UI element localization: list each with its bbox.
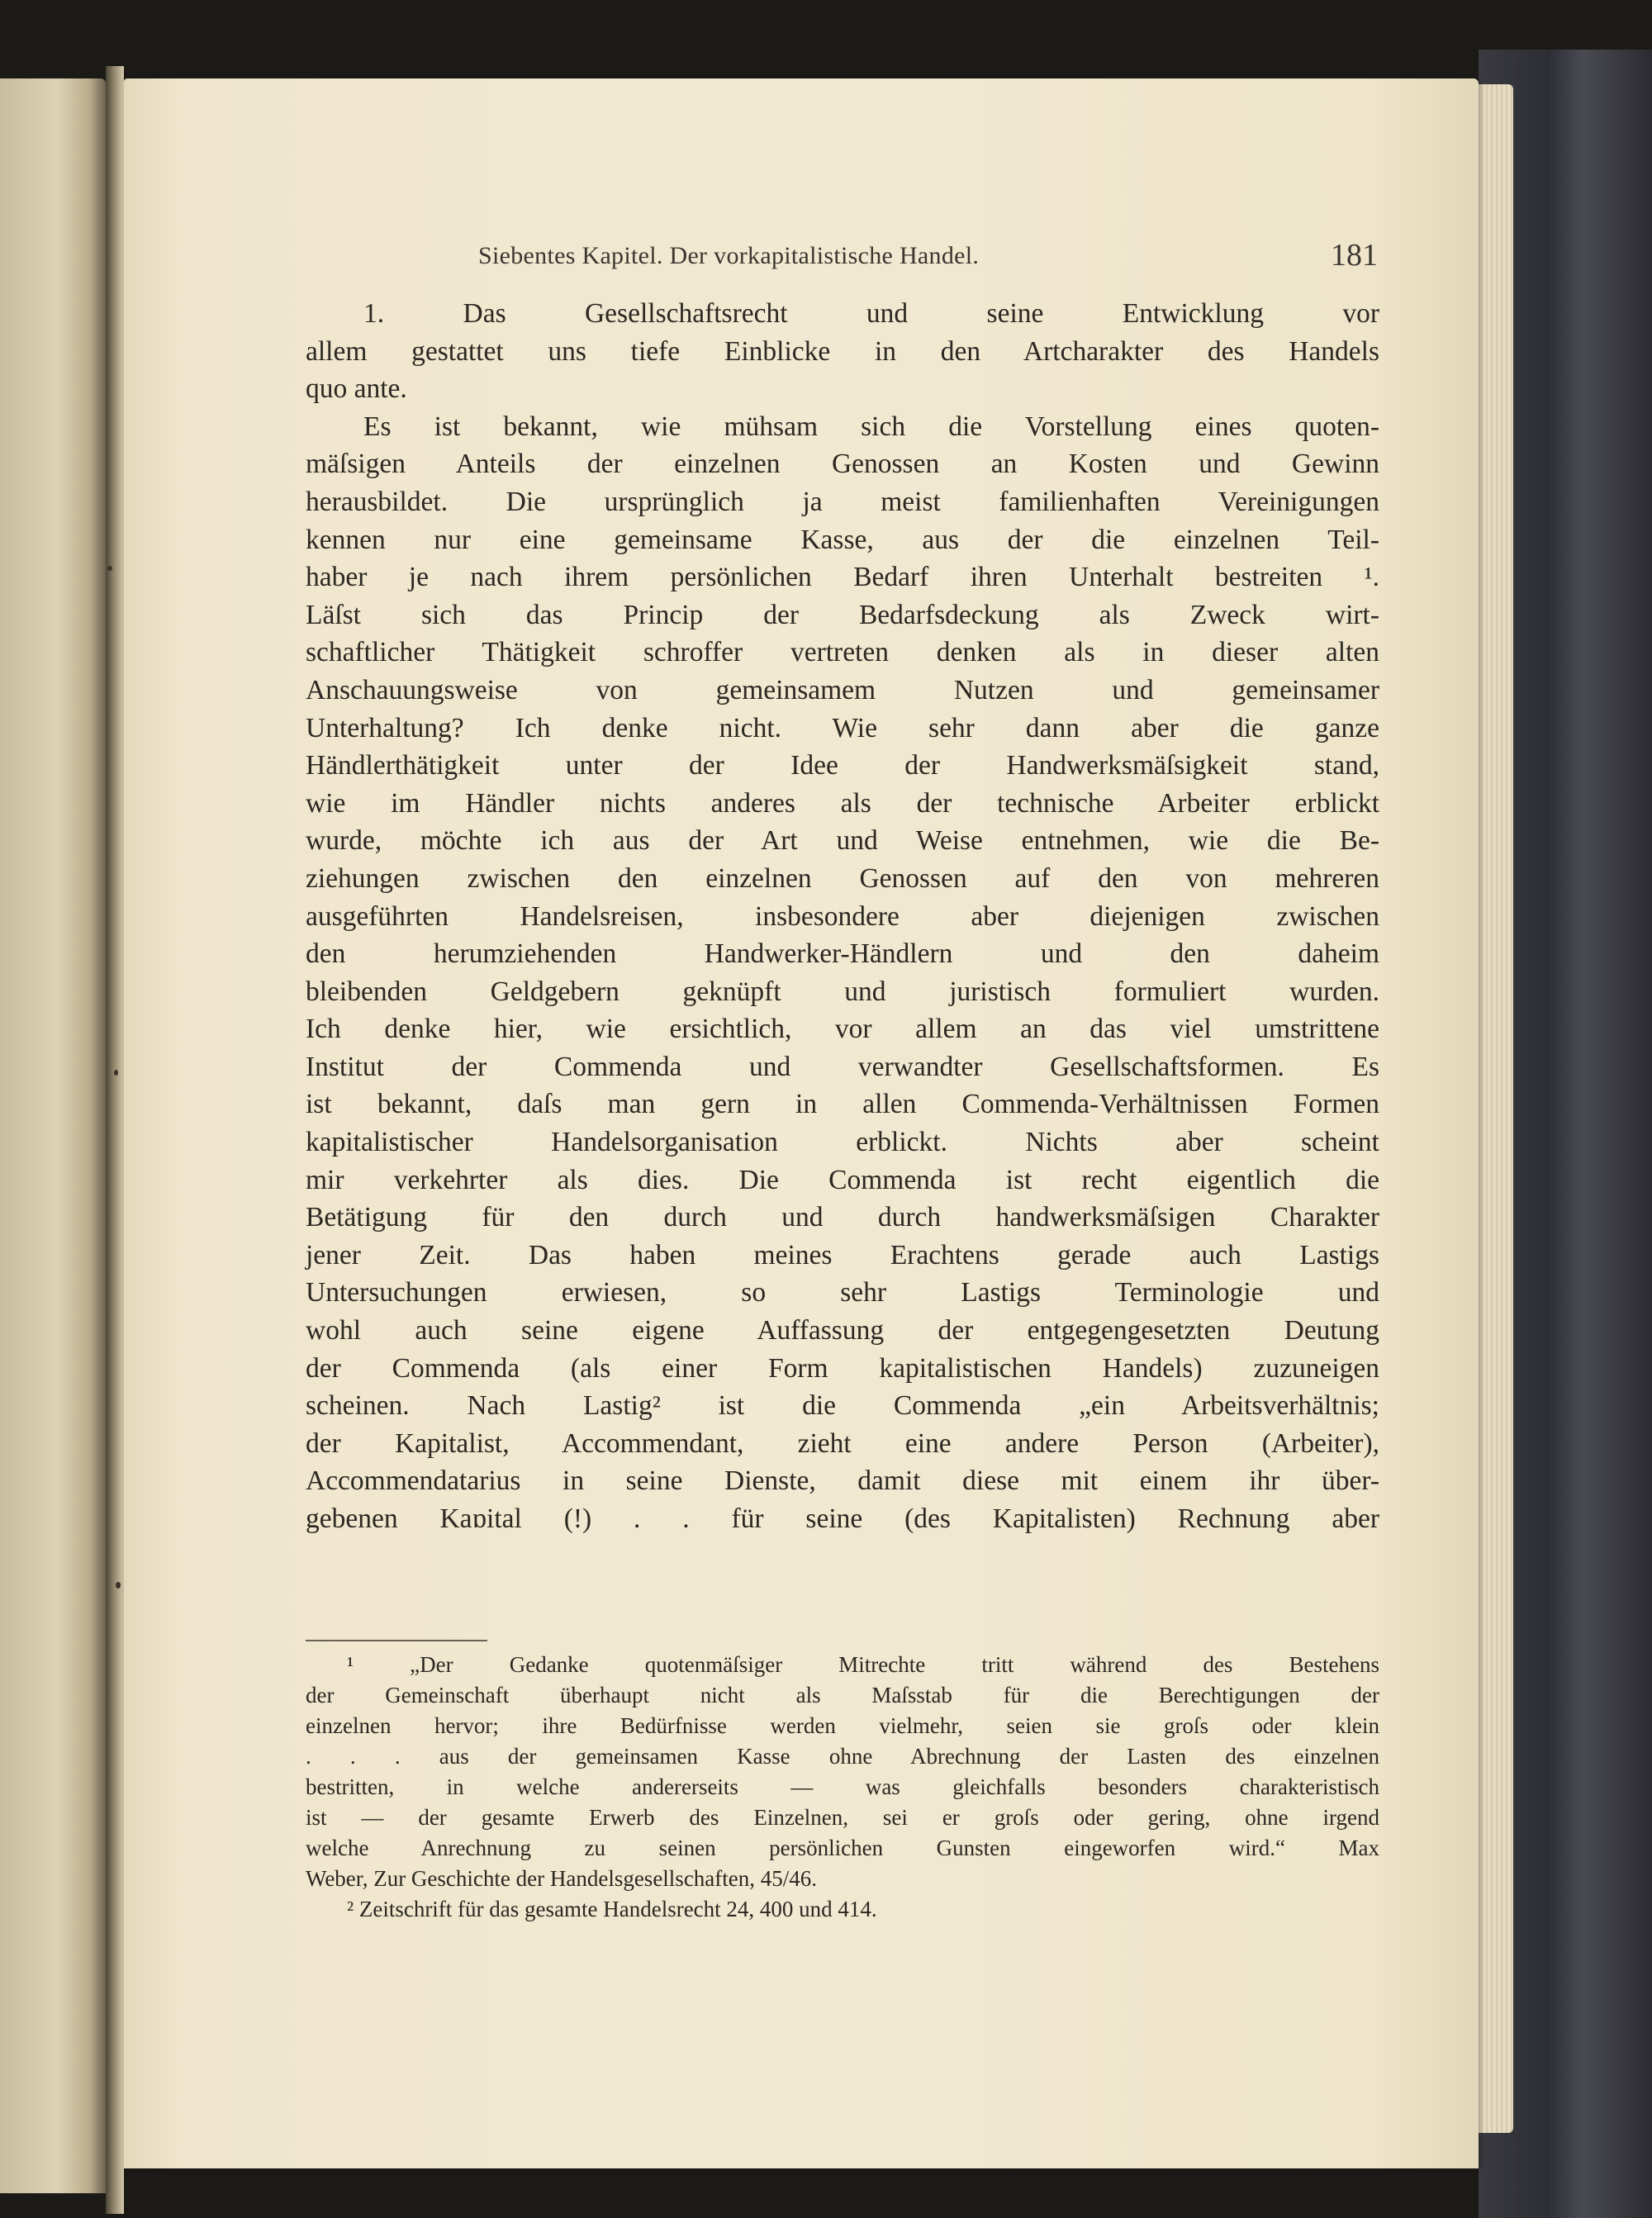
body-line: Händlerthätigkeit unter der Idee der Handwerksmäſsigkeit stand, (306, 750, 1379, 781)
body-line: mir verkehrter als dies. Die Commenda ist recht eigentlich die (306, 1164, 1379, 1195)
body-line: kapitalistischer Handelsorganisation erblickt. Nichts aber scheint (306, 1127, 1379, 1158)
body-line: Unterhaltung? Ich denke nicht. Wie sehr dann aber die ganze (306, 712, 1379, 743)
body-line: gebenen Kaɒital (!) . . für seine (des Kapitalisten) Rechnung aber (306, 1503, 1379, 1534)
body-line: allem gestattet uns tiefe Einblicke in den Artcharakter des Handels (306, 335, 1379, 367)
body-line: bleibenden Geldgebern geknüpft und juristisch formuliert wurden. (306, 976, 1379, 1007)
running-head-title: Siebentes Kapitel. Der vorkapitalistische Handel. (478, 242, 980, 269)
body-line: der Kapitalist, Accommendant, zieht eine andere Person (Arbeiter), (306, 1427, 1379, 1459)
body-line: wurde, möchte ich aus der Art und Weise entnehmen, wie die Be- (306, 825, 1379, 857)
body-line: Anschauungsweise von gemeinsamem Nutzen und gemeinsamer (306, 674, 1379, 705)
footnote-line: der Gemeinschaft überhaupt nicht als Maſsstab für die Berechtigungen der (306, 1683, 1379, 1707)
body-line: Institut der Commenda und verwandter Gesellschaftsformen. Es (306, 1051, 1379, 1082)
body-line: Ich denke hier, wie ersichtlich, vor allem an das viel umstrittene (306, 1014, 1379, 1045)
paper-speck (116, 1582, 121, 1589)
paper-speck (114, 1070, 118, 1076)
body-line: ausgeführten Handelsreisen, insbesondere aber diejenigen zwischen (306, 900, 1379, 932)
footnote-line: ² Zeitschrift für das gesamte Handelsrecht 24, 400 und 414. (347, 1897, 877, 1921)
paper-speck (107, 566, 112, 571)
book-gutter (106, 66, 124, 2214)
page-number: 181 (1331, 238, 1378, 273)
footnote-line: einzelnen hervor; ihre Bedürfnisse werden vielmehr, seien sie groſs oder klein (306, 1713, 1379, 1738)
left-page-edge (0, 78, 106, 2193)
footnote-line: . . . aus der gemeinsamen Kasse ohne Abrechnung der Lasten des einzelnen (306, 1744, 1379, 1769)
page-stack-edge (1479, 84, 1513, 2133)
footnote-line: ist — der gesamte Erwerb des Einzelnen, sei er groſs oder gering, ohne irgend (306, 1805, 1379, 1830)
book-page (124, 78, 1479, 2168)
body-line: Läſst sich das Princip der Bedarfsdeckung als Zweck wirt- (306, 599, 1379, 630)
body-line: jener Zeit. Das haben meines Erachtens gerade auch Lastigs (306, 1239, 1379, 1270)
body-line: wohl auch seine eigene Auffassung der entgegengesetzten Deutung (306, 1315, 1379, 1346)
body-line: kennen nur eine gemeinsame Kasse, aus der die einzelnen Teil- (306, 524, 1379, 555)
body-line: Accommendatarius in seine Dienste, damit diese mit einem ihr über- (306, 1465, 1379, 1497)
footnote-line: Weber, Zur Geschichte der Handelsgesellschaften, 45/46. (306, 1866, 818, 1891)
body-line: Es ist bekannt, wie mühsam sich die Vorstellung eines quoten- (363, 411, 1379, 442)
body-text (306, 295, 1379, 1538)
body-line: ziehungen zwischen den einzelnen Genossen auf den von mehreren (306, 862, 1379, 894)
body-line: 1. Das Gesellschaftsrecht und seine Entwicklung vor (363, 298, 1379, 329)
body-line: scheinen. Nach Lastig² ist die Commenda „ein Arbeitsverhältnis; (306, 1390, 1379, 1422)
body-line: quo ante. (306, 373, 407, 405)
footnote-rule (306, 1640, 487, 1641)
body-line: mäſsigen Anteils der einzelnen Genossen an Kosten und Gewinn (306, 449, 1379, 480)
body-line: Untersuchungen erwiesen, so sehr Lastigs Terminologie und (306, 1277, 1379, 1308)
footnote-line: ¹ „Der Gedanke quotenmäſsiger Mitrechte tritt während des Bestehens (347, 1652, 1379, 1677)
body-line: ist bekannt, daſs man gern in allen Commenda-Verhältnissen Formen (306, 1089, 1379, 1120)
body-line: wie im Händler nichts anderes als der technische Arbeiter erblickt (306, 787, 1379, 819)
footnotes (306, 1650, 1379, 1925)
body-line: der Commenda (als einer Form kapitalistischen Handels) zuzuneigen (306, 1352, 1379, 1384)
body-line: schaftlicher Thätigkeit schroffer vertreten denken als in dieser alten (306, 637, 1379, 668)
body-line: Betätigung für den durch und durch handwerksmäſsigen Charakter (306, 1202, 1379, 1233)
running-head (306, 235, 1379, 285)
footnote-line: welche Anrechnung zu seinen persönlichen Gunsten eingeworfen wird.“ Max (306, 1836, 1379, 1860)
body-line: haber je nach ihrem persönlichen Bedarf ihren Unterhalt bestreiten ¹. (306, 562, 1379, 593)
body-line: herausbildet. Die ursprünglich ja meist familienhaften Vereinigungen (306, 486, 1379, 517)
body-line: den herumziehenden Handwerker-Händlern und den daheim (306, 938, 1379, 970)
footnote-line: bestritten, in welche andererseits — was gleichfalls besonders charakteristisch (306, 1774, 1379, 1799)
